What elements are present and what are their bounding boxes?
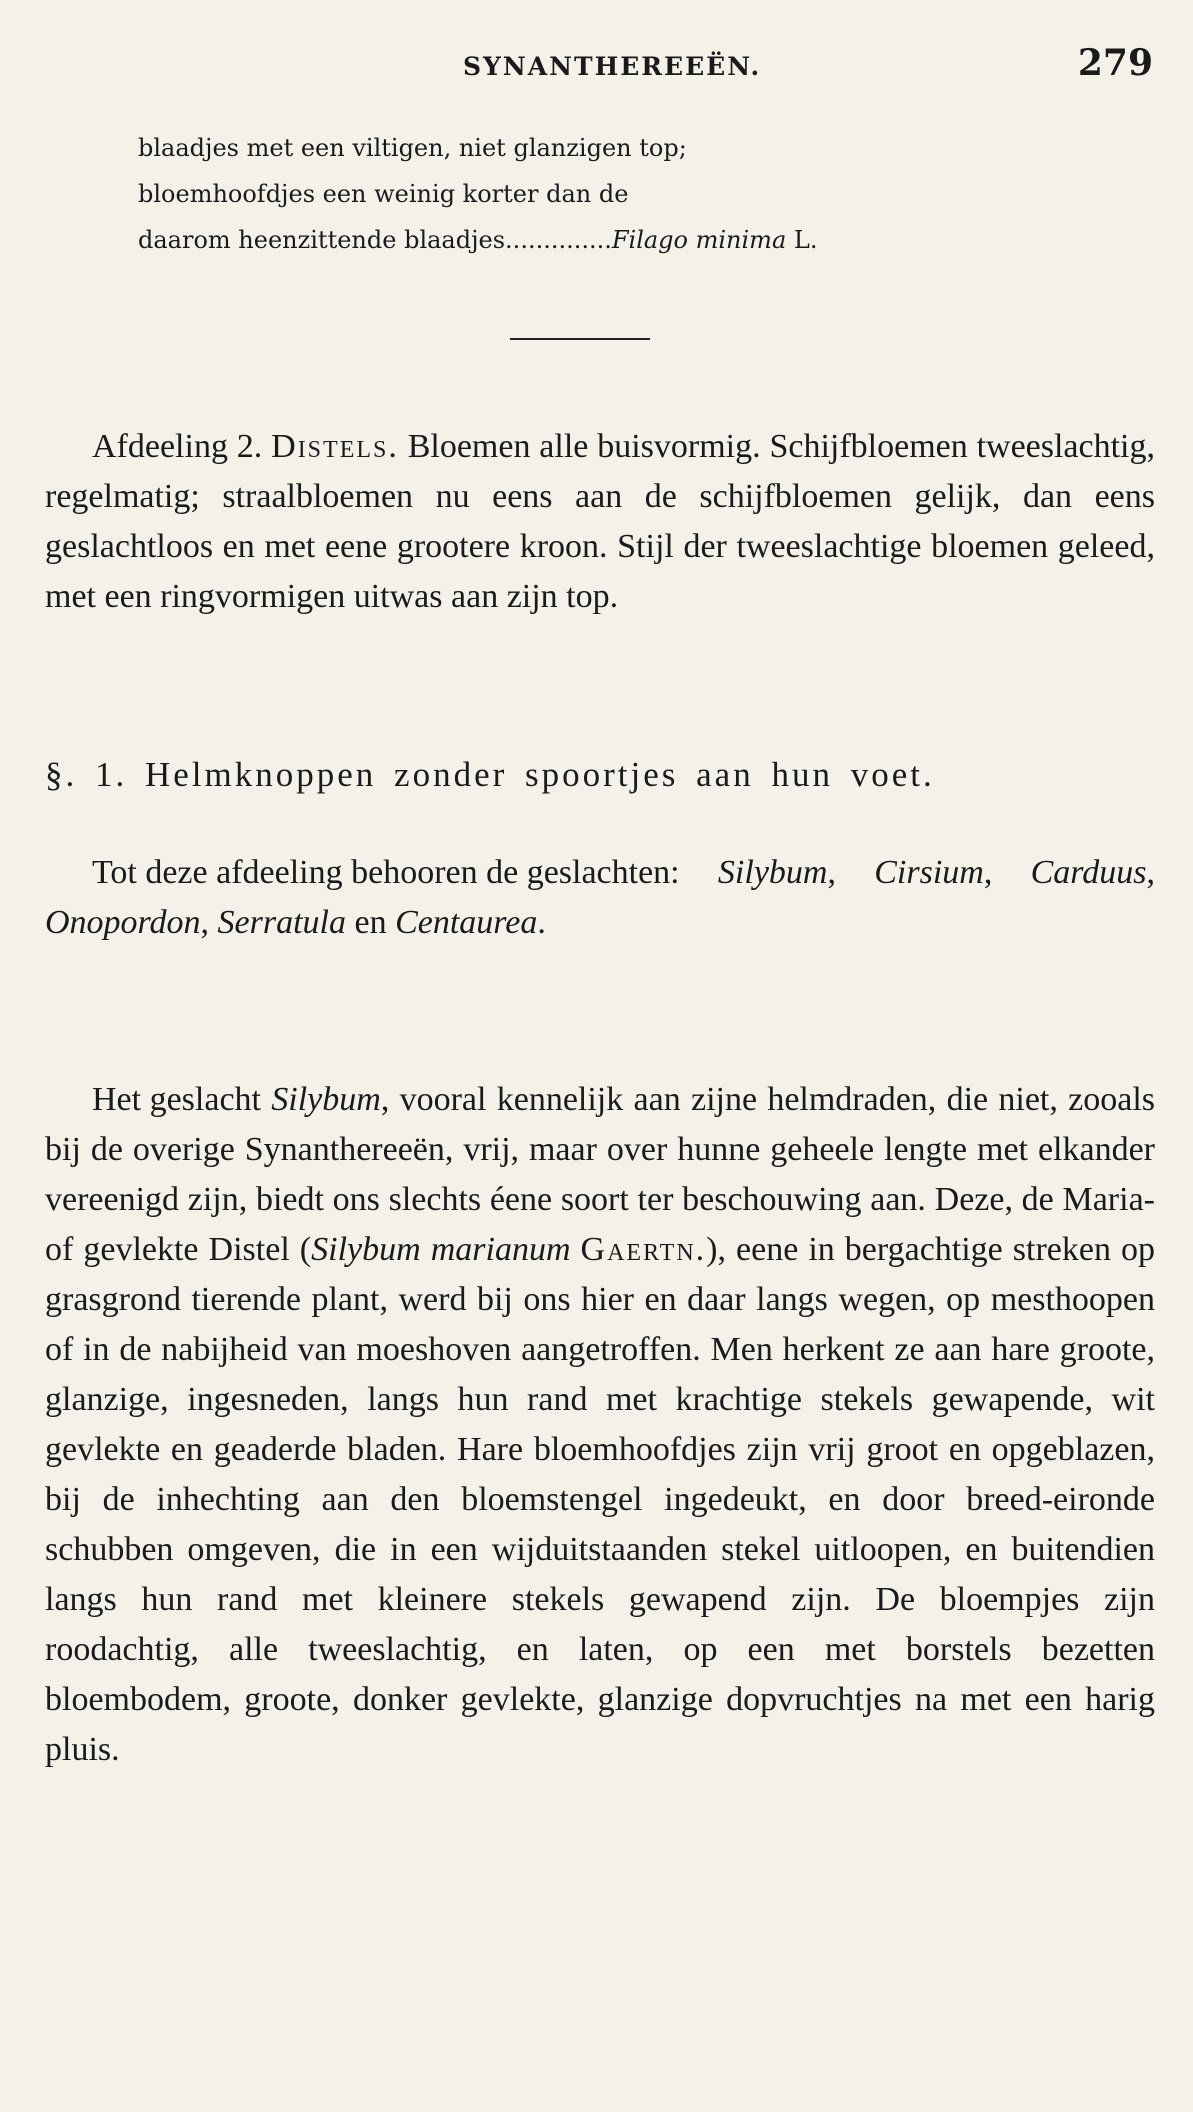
afdeeling-prefix: Afdeeling 2. [92, 428, 263, 465]
afdeeling-paragraph [45, 422, 1155, 622]
silybum-text-2: ), eene in bergachtige streken op grasgrond tierende plant, werd bij ons hier en daar langs wegen, op mesthoopen of in de nabijheid van moeshoven aangetroffen. Men herkent ze aan hare groote, glanzige, ingesneden, langs hun rand met krachtige stekels gewapende, wit gevlekte en geaderde bladen. Hare bloemhoofdjes zijn vrij groot en opgeblazen, bij de inhechting aan den bloemstengel ingedeukt, en door breed-eironde schubben omgeven, die in een wijduitstaanden stekel uitloopen, en buitendien langs hun rand met kleinere stekels gewapend zijn. De bloempjes zijn roodachtig, alle tweeslachtig, en laten, op een met borstels bezetten bloembodem, groote, donker gevlekte, glanzige dopvruchtjes na met een harig pluis. [45, 1231, 1156, 1768]
species-author: Gaertn. [580, 1231, 707, 1268]
conjunction: en [354, 904, 387, 941]
page-header [0, 42, 1193, 98]
silybum-paragraph [45, 1075, 1155, 1775]
afdeeling-text: Bloemen alle buisvormig. Schijfbloemen tweeslachtig, regelmatig; straalbloemen nu eens aan de schijfbloemen gelijk, dan eens geslachtloos en met eene grootere kroon. Stijl der tweeslachtige bloemen geleed, met een ringvormigen uitwas aan zijn top. [45, 428, 1156, 615]
genus-name: Carduus [1030, 854, 1147, 891]
afdeeling-name: Distels. [271, 428, 399, 465]
key-line: bloemhoofdjes een weinig korter dan de [138, 180, 629, 208]
page-number: 279 [1077, 42, 1153, 84]
species-author: L. [793, 226, 818, 254]
section-divider [510, 338, 650, 340]
species-name: Silybum marianum [311, 1231, 571, 1268]
section-heading: §. 1. Helmknoppen zonder spoortjes aan hun voet. [45, 755, 935, 794]
genus-name: Serratula [217, 904, 346, 941]
genus-name: Cirsium [874, 854, 984, 891]
identification-key [138, 125, 818, 263]
key-line-text: daarom heenzittende blaadjes.............. [138, 226, 612, 254]
genera-paragraph: Tot deze afdeeling behooren de geslachten: Silybum, Cirsium, Carduus, Onopordon, Serratula en Centaurea. [45, 848, 1155, 948]
genera-intro: Tot deze afdeeling behooren de geslachten: [92, 854, 680, 891]
silybum-intro: Het geslacht [92, 1081, 261, 1118]
genus-name: Silybum [717, 854, 828, 891]
genus-name: Onopordon [45, 904, 201, 941]
genus-name: Silybum [271, 1081, 381, 1118]
key-line: blaadjes met een viltigen, niet glanzigen top; [138, 134, 687, 162]
running-head: SYNANTHEREEËN. [463, 52, 762, 81]
key-species-name [612, 217, 818, 263]
species-italic: Filago minima [611, 226, 787, 254]
silybum-text-1: , vooral kennelijk aan zijne helmdraden, die niet, zooals bij de overige Synanthereeën, vrij, maar over hunne geheele lengte met elkander vereenigd zijn, biedt ons slechts éene soort ter beschouwing aan. Deze, de Maria- of gevlekte Distel ( [45, 1081, 1155, 1268]
key-line [138, 217, 818, 263]
genus-name: Centaurea [395, 904, 538, 941]
